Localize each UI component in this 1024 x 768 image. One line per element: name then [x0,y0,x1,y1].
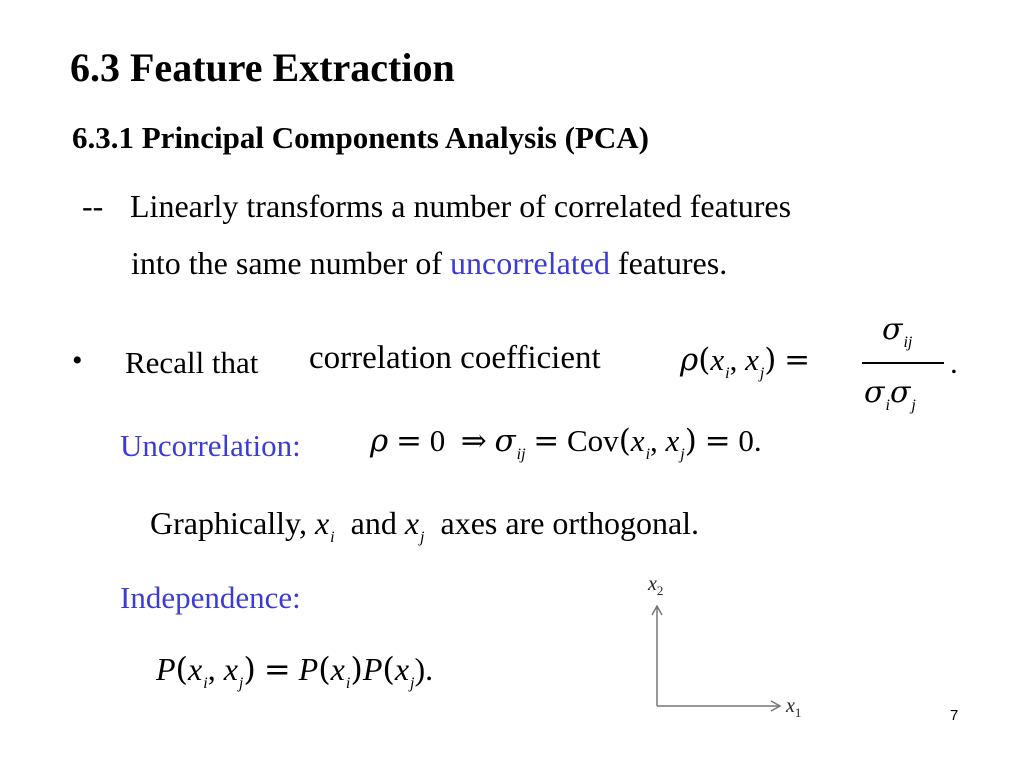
sigma-symbol: σ [882,312,903,347]
var-x: x [745,342,759,377]
close-period: ). [414,651,434,687]
var-x: x [223,651,238,687]
sub-i: i [725,365,730,382]
rparen: ) [764,342,777,378]
sigma-symbol: σ [864,375,885,410]
graphically-and: and [350,505,397,541]
rparen: ) [684,423,697,459]
formula-period: . [950,345,958,380]
sub-i: i [203,675,208,692]
fraction-numerator [882,312,913,351]
comma: , [650,423,658,458]
bullet-icon: • [72,344,83,377]
uncorrelated-highlight: uncorrelated [450,245,610,281]
correlation-text: correlation coefficient [309,340,601,376]
uncorrelation-formula [370,423,762,463]
page-number: 7 [950,707,959,724]
graphically-post: axes are orthogonal. [440,505,700,541]
sub-i: i [645,446,651,463]
equals: = [395,423,422,459]
lparen: ( [698,342,711,378]
recall-label: Recall that [125,345,259,380]
prob-P: P [156,651,176,687]
comma: , [207,651,216,687]
sigma-symbol: σ [494,423,516,459]
lparen: ( [382,650,395,688]
fraction-bar [862,362,944,364]
graphically-line [150,505,700,546]
intro-dash: -- [82,188,104,224]
orthogonal-axes-figure [640,570,830,720]
graphically-pre: Graphically, [150,505,307,541]
rparen: ) [350,650,363,688]
zero: 0 [429,423,446,458]
sub-i: i [885,397,890,414]
zero-period: 0. [738,423,762,458]
correlation-formula [680,342,811,382]
sub-j: j [410,675,415,692]
var-x: x [330,651,345,687]
prob-P: P [362,651,383,687]
lparen: ( [175,650,189,688]
equals: = [784,342,811,378]
uncorrelation-label: Uncorrelation: [120,428,301,463]
sub-j: j [680,446,685,463]
intro-line-2-pre: into the same number of [131,245,443,281]
var-x: x [630,423,645,458]
equals: = [533,423,560,459]
prob-P: P [298,651,319,687]
implies-icon: ⇒ [460,423,487,459]
cov-function: Cov [567,423,619,458]
fraction-denominator [864,375,916,414]
var-x: x [404,505,420,541]
rparen: ) [243,650,256,688]
sub-ij: ij [516,446,526,463]
sub-j: j [759,365,765,382]
var-x: x [314,505,330,541]
slide-title: 6.3 Feature Extraction [70,45,455,90]
x-axis-subscript: 1 [794,705,802,720]
intro-line-2 [131,245,727,282]
independence-label: Independence: [120,580,301,615]
sub-i: i [345,675,351,692]
section-subtitle: 6.3.1 Principal Components Analysis (PCA) [72,120,649,155]
sub-i: i [330,529,335,546]
y-axis-subscript: 2 [656,583,664,598]
equals: = [263,650,291,688]
sub-j: j [238,675,244,692]
var-x: x [665,423,680,458]
sub-j: j [420,529,425,546]
lparen: ( [318,650,331,688]
var-x: x [710,342,725,377]
intro-line-2-post: features. [617,245,728,281]
independence-formula [156,650,434,692]
sigma-symbol: σ [889,375,911,410]
equals: = [704,423,731,459]
intro-line-1: Linearly transforms a number of correlated features [130,188,792,224]
lparen: ( [618,423,631,459]
rho-symbol: ρ [370,423,389,459]
y-axis-label: $x_2$ [648,573,664,598]
sub-ij: ij [903,334,913,351]
comma: , [729,342,738,377]
sub-j: j [911,397,916,414]
var-x: x [394,651,410,687]
x-axis-label: $x_1$ [786,695,802,720]
rho-symbol: ρ [680,342,699,378]
var-x: x [188,651,203,687]
